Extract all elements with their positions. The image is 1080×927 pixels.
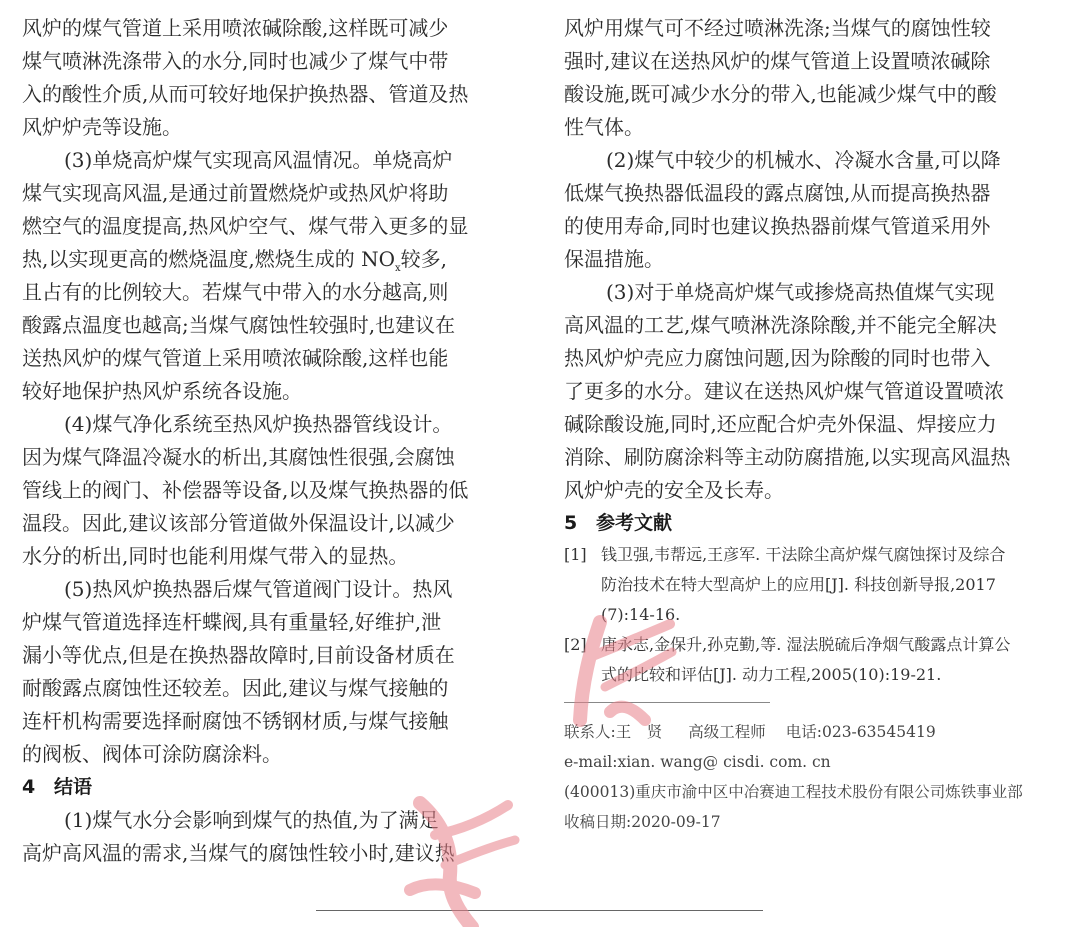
section-number: 5 (564, 512, 578, 534)
text-line: 水分的析出,同时也能利用煤气带入的显热。 (22, 544, 409, 568)
right-column (564, 0, 1062, 837)
text-line: 较好地保护热风炉系统各设施。 (22, 379, 302, 403)
text-line: 燃空气的温度提高,热风炉空气、煤气带入更多的显 (22, 214, 469, 238)
section-title: 参考文献 (596, 512, 673, 534)
text-line: 强时,建议在送热风炉的煤气管道上设置喷浓碱除 (564, 49, 991, 73)
text-line: 连杆机构需要选择耐腐蚀不锈钢材质,与煤气接触 (22, 709, 449, 733)
text-line: 热风炉炉壳应力腐蚀问题,因为除酸的同时也带入 (564, 346, 991, 370)
paragraph-item-5 (22, 573, 520, 771)
contact-email: e-mail:xian. wang@ cisdi. com. cn (564, 753, 831, 771)
text-line: (4)煤气净化系统至热风炉换热器管线设计。 (64, 412, 453, 436)
text-line: 管线上的阀门、补偿器等设备,以及煤气换热器的低 (22, 478, 469, 502)
text-line: 了更多的水分。建议在送热风炉煤气管道设置喷浓 (564, 379, 1004, 403)
section-title: 结语 (54, 776, 93, 798)
received-date: 收稿日期:2020-09-17 (564, 813, 721, 831)
text-segment: 较多, (400, 247, 447, 271)
reference-line: 防治技术在特大型高炉上的应用[J]. 科技创新导报,2017 (601, 575, 996, 594)
text-line: 因为煤气降温冷凝水的析出,其腐蚀性很强,会腐蚀 (22, 445, 455, 469)
contact-title: 高级工程师 (688, 723, 766, 741)
text-line: (3)对于单烧高炉煤气或掺烧高热值煤气实现 (606, 280, 995, 304)
text-line: 风炉炉壳的安全及长寿。 (564, 478, 784, 502)
text-line-with-formula (22, 243, 520, 276)
text-line: 送热风炉的煤气管道上采用喷浓碱除酸,这样也能 (22, 346, 449, 370)
text-line: 温段。因此,建议该部分管道做外保温设计,以减少 (22, 511, 455, 535)
text-line: 风炉的煤气管道上采用喷浓碱除酸,这样既可减少 (22, 16, 449, 40)
subscript-x: x (394, 263, 401, 274)
text-line: 煤气喷淋洗涤带入的水分,同时也减少了煤气中带 (22, 49, 449, 73)
contact-line (564, 717, 1062, 747)
conclusion-item-2 (564, 144, 1062, 276)
reference-line: 钱卫强,韦帮远,王彦军. 干法除尘高炉煤气腐蚀探讨及综合 (601, 545, 1006, 564)
text-line: 保温措施。 (564, 247, 664, 271)
text-line: 酸设施,既可减少水分的带入,也能减少煤气中的酸 (564, 82, 997, 106)
text-line: 性气体。 (564, 115, 644, 139)
text-line: (3)单烧高炉煤气实现高风温情况。单烧高炉 (64, 148, 453, 172)
section-number: 4 (22, 776, 36, 798)
conclusion-item-3 (564, 276, 1062, 507)
text-line: 的使用寿命,同时也建议换热器前煤气管道采用外 (564, 214, 991, 238)
text-line: (2)煤气中较少的机械水、冷凝水含量,可以降 (606, 148, 1001, 172)
text-line: 的阀板、阀体可涂防腐涂料。 (22, 742, 282, 766)
text-line: 且占有的比例较大。若煤气中带入的水分越高,则 (22, 280, 449, 304)
text-line: 炉煤气管道选择连杆蝶阀,具有重量轻,好维护,泄 (22, 610, 442, 634)
section-heading-references (564, 507, 1062, 540)
text-line: 高风温的工艺,煤气喷淋洗涤除酸,并不能完全解决 (564, 313, 997, 337)
contact-phone: 电话:023-63545419 (785, 723, 936, 741)
text-line: (5)热风炉换热器后煤气管道阀门设计。热风 (64, 577, 453, 601)
reference-number: [2] (564, 635, 587, 654)
paragraph-item-4 (22, 408, 520, 573)
reference-line: (7):14-16. (601, 605, 681, 624)
paragraph-item-3 (22, 144, 520, 408)
reference-line: 唐永志,金保升,孙克勤,等. 湿法脱硫后净烟气酸露点计算公 (601, 635, 1011, 654)
left-column (22, 0, 520, 870)
text-line: 耐酸露点腐蚀性还较差。因此,建议与煤气接触的 (22, 676, 449, 700)
footnote-divider (564, 702, 770, 703)
contact-person: 联系人:王 贤 (564, 723, 663, 741)
page-bottom-rule (316, 910, 763, 911)
reference-item-2 (564, 630, 1062, 690)
section-heading-conclusion (22, 771, 520, 804)
text-line: 低煤气换热器低温段的露点腐蚀,从而提高换热器 (564, 181, 991, 205)
text-line: 酸露点温度也越高;当煤气腐蚀性较强时,也建议在 (22, 313, 456, 337)
reference-number: [1] (564, 545, 587, 564)
text-line: (1)煤气水分会影响到煤气的热值,为了满足 (64, 808, 439, 832)
text-line: 高炉高风温的需求,当煤气的腐蚀性较小时,建议热 (22, 841, 455, 865)
text-line: 漏小等优点,但是在换热器故障时,目前设备材质在 (22, 643, 455, 667)
text-line: 入的酸性介质,从而可较好地保护换热器、管道及热 (22, 82, 469, 106)
reference-item-1 (564, 540, 1062, 630)
text-line: 碱除酸设施,同时,还应配合炉壳外保温、焊接应力 (564, 412, 997, 436)
conclusion-item-1 (22, 804, 520, 870)
paragraph-continued (22, 12, 520, 144)
conclusion-item-1-continued (564, 12, 1062, 144)
text-line: 风炉炉壳等设施。 (22, 115, 182, 139)
reference-line: 式的比较和评估[J]. 动力工程,2005(10):19-21. (601, 665, 942, 684)
text-line: 风炉用煤气可不经过喷淋洗涤;当煤气的腐蚀性较 (564, 16, 991, 40)
text-line: 煤气实现高风温,是通过前置燃烧炉或热风炉将助 (22, 181, 449, 205)
text-line: 消除、刷防腐涂料等主动防腐措施,以实现高风温热 (564, 445, 1011, 469)
text-segment: 热,以实现更高的燃烧温度,燃烧生成的 NO (22, 247, 395, 271)
contact-address: (400013)重庆市渝中区中冶赛迪工程技术股份有限公司炼铁事业部 (564, 783, 1023, 801)
